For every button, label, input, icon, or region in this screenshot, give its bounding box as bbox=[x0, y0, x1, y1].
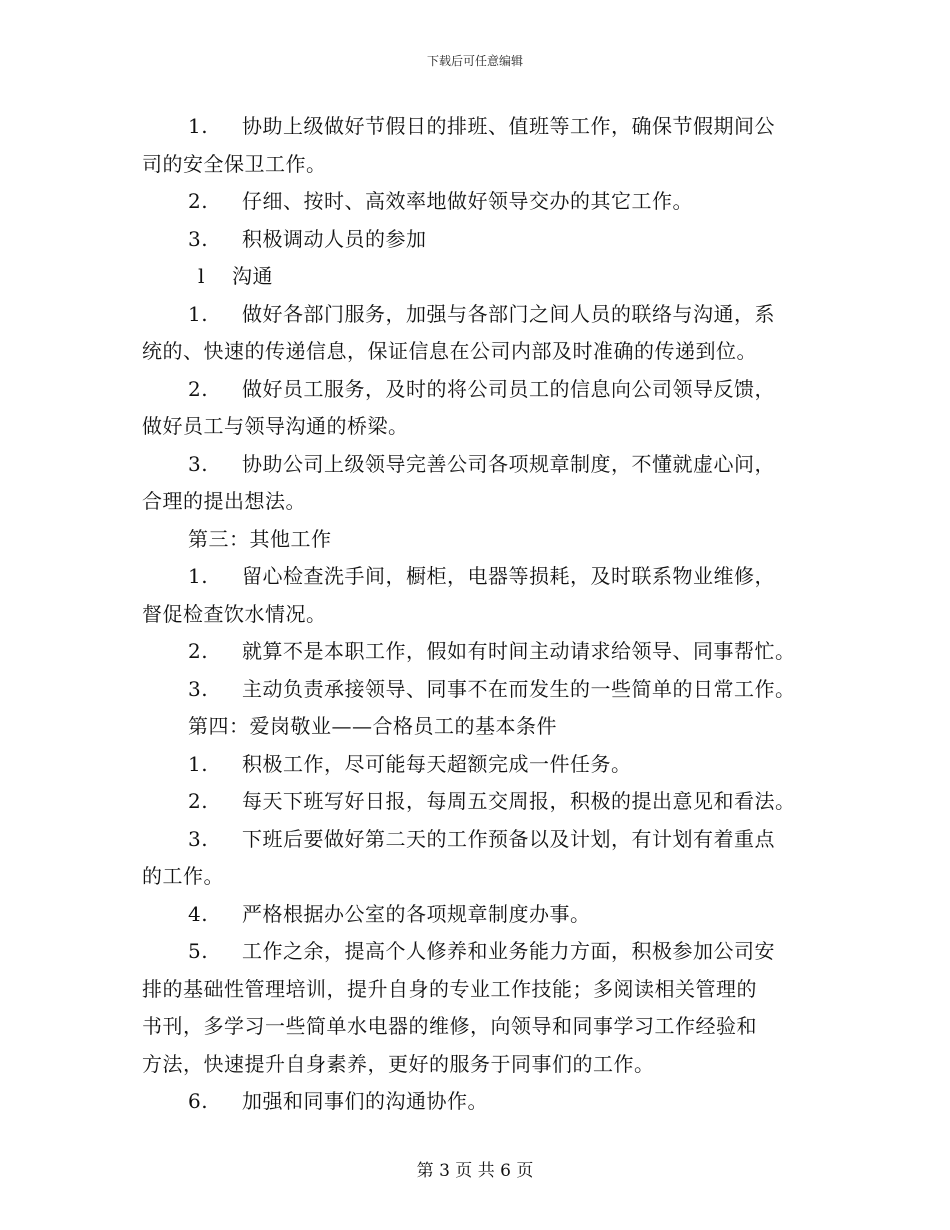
item-text: 督促检查饮水情况。 bbox=[142, 601, 327, 626]
item-text: 做好各部门服务，加强与各部门之间人员的联络与沟通，系 bbox=[242, 301, 775, 326]
list-item-continuation bbox=[142, 858, 832, 896]
list-item bbox=[142, 446, 832, 484]
page-header: 下载后可任意编辑 bbox=[426, 54, 523, 68]
list-item-continuation bbox=[142, 1008, 832, 1046]
item-number: 1. bbox=[188, 301, 209, 326]
item-text: 严格根据办公室的各项规章制度办事。 bbox=[242, 901, 591, 926]
list-item bbox=[142, 296, 832, 334]
item-text: 积极工作，尽可能每天超额完成一件任务。 bbox=[242, 751, 632, 776]
list-item bbox=[142, 183, 832, 221]
list-item-continuation bbox=[142, 408, 832, 446]
list-item-continuation bbox=[142, 596, 832, 634]
item-text: 统的、快速的传递信息，保证信息在公司内部及时准确的传递到位。 bbox=[142, 339, 757, 363]
item-text: 的工作。 bbox=[142, 864, 224, 888]
item-text: 方法，快速提升自身素养，更好的服务于同事们的工作。 bbox=[142, 1051, 655, 1076]
item-text: 做好员工与领导沟通的桥梁。 bbox=[142, 414, 409, 438]
heading-text: 第四：爱岗敬业——合格员工的基本条件 bbox=[188, 714, 557, 738]
list-item-continuation bbox=[142, 971, 832, 1009]
item-text: 书刊，多学习一些简单水电器的维修，向领导和同事学习工作经验和 bbox=[142, 1014, 757, 1038]
item-text: 工作之余，提高个人修养和业务能力方面，积极参加公司安 bbox=[242, 939, 775, 963]
item-number: 3. bbox=[188, 226, 209, 251]
item-number: l bbox=[198, 264, 205, 288]
list-item bbox=[142, 558, 832, 596]
item-number: 6. bbox=[188, 1089, 209, 1113]
list-item bbox=[142, 671, 832, 709]
list-item-continuation bbox=[142, 483, 832, 521]
item-text: 下班后要做好第二天的工作预备以及计划，有计划有着重点 bbox=[242, 826, 775, 851]
item-text: 沟通 bbox=[232, 264, 273, 288]
list-item bbox=[142, 371, 832, 409]
item-text: 司的安全保卫工作。 bbox=[142, 151, 327, 176]
item-number: 2. bbox=[188, 189, 209, 213]
list-item bbox=[142, 108, 832, 146]
list-item bbox=[142, 221, 832, 259]
item-number: 1. bbox=[188, 114, 209, 138]
item-text: 做好员工服务，及时的将公司员工的信息向公司领导反馈， bbox=[242, 376, 775, 401]
item-text: 主动负责承接领导、同事不在而发生的一些简单的日常工作。 bbox=[242, 676, 796, 701]
item-number: 3. bbox=[188, 676, 209, 701]
item-number: 2. bbox=[188, 789, 209, 813]
list-item bbox=[142, 821, 832, 859]
item-text: 积极调动人员的参加 bbox=[242, 226, 427, 251]
list-item bbox=[142, 933, 832, 971]
list-item-continuation bbox=[142, 146, 832, 184]
item-number: 3. bbox=[188, 826, 209, 851]
item-text: 仔细、按时、高效率地做好领导交办的其它工作。 bbox=[242, 189, 693, 213]
item-text: 就算不是本职工作，假如有时间主动请求给领导、同事帮忙。 bbox=[242, 639, 796, 663]
list-item bbox=[142, 896, 832, 934]
document-body bbox=[142, 108, 832, 1121]
item-text: 协助上级做好节假日的排班、值班等工作，确保节假期间公 bbox=[242, 114, 775, 138]
item-text: 每天下班写好日报，每周五交周报，积极的提出意见和看法。 bbox=[242, 789, 796, 813]
list-item-continuation bbox=[142, 333, 832, 371]
item-text: 排的基础性管理培训，提升自身的专业工作技能；多阅读相关管理的 bbox=[142, 976, 757, 1001]
item-number: 2. bbox=[188, 376, 209, 401]
list-item-continuation bbox=[142, 1046, 832, 1084]
item-text: 合理的提出想法。 bbox=[142, 489, 306, 513]
item-number: 3. bbox=[188, 451, 209, 476]
item-number: 2. bbox=[188, 639, 209, 663]
item-text: 加强和同事们的沟通协作。 bbox=[242, 1089, 488, 1113]
section-heading bbox=[142, 521, 832, 559]
item-number: 5. bbox=[188, 939, 209, 963]
section-heading bbox=[142, 708, 832, 746]
list-item bbox=[142, 746, 832, 784]
item-number: 1. bbox=[188, 751, 209, 776]
section-heading bbox=[142, 258, 832, 296]
page-footer: 第 3 页 共 6 页 bbox=[416, 1161, 534, 1181]
item-number: 1. bbox=[188, 564, 209, 588]
list-item bbox=[142, 783, 832, 821]
item-number: 4. bbox=[188, 901, 209, 926]
list-item bbox=[142, 633, 832, 671]
list-item bbox=[142, 1083, 832, 1121]
item-text: 留心检查洗手间，橱柜，电器等损耗，及时联系物业维修， bbox=[242, 564, 775, 588]
heading-text: 第三：其他工作 bbox=[188, 526, 332, 551]
item-text: 协助公司上级领导完善公司各项规章制度，不懂就虚心问， bbox=[242, 451, 775, 476]
